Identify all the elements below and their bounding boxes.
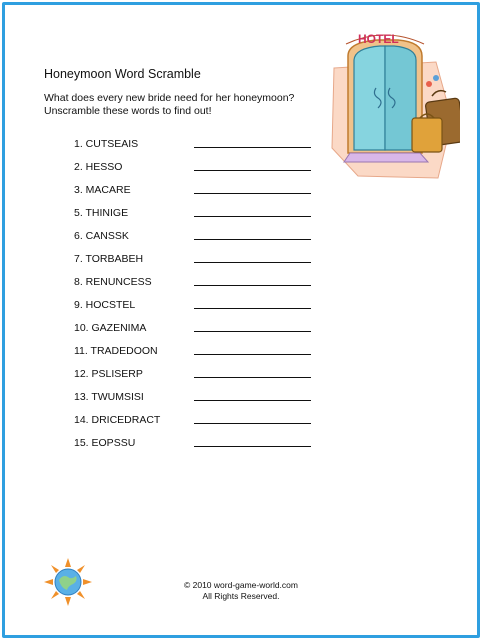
scramble-row	[74, 322, 314, 345]
scramble-row	[74, 184, 314, 207]
answer-blank	[194, 331, 311, 332]
scramble-row	[74, 345, 314, 368]
scrambled-word: 3. MACARE	[74, 184, 131, 196]
scramble-row	[74, 437, 314, 460]
answer-blank	[194, 170, 311, 171]
scramble-row	[74, 414, 314, 437]
scrambled-word: 2. HESSO	[74, 161, 123, 173]
answer-blank	[194, 262, 311, 263]
scrambled-word: 15. EOPSSU	[74, 437, 136, 449]
scramble-row	[74, 276, 314, 299]
scrambled-word: 6. CANSSK	[74, 230, 129, 242]
scrambled-word: 11. TRADEDOON	[74, 345, 158, 357]
scrambled-word: 7. TORBABEH	[74, 253, 144, 265]
answer-blank	[194, 377, 311, 378]
scramble-row	[74, 253, 314, 276]
scrambled-word: 5. THINIGE	[74, 207, 129, 219]
answer-blank	[194, 354, 311, 355]
answer-blank	[194, 400, 311, 401]
scrambled-word: 13. TWUMSISI	[74, 391, 144, 403]
scramble-row	[74, 161, 314, 184]
answer-blank	[194, 216, 311, 217]
scrambled-word: 9. HOCSTEL	[74, 299, 136, 311]
scramble-list	[74, 138, 314, 460]
answer-blank	[194, 308, 311, 309]
answer-blank	[194, 193, 311, 194]
answer-blank	[194, 239, 311, 240]
footer	[0, 580, 482, 602]
scramble-row	[74, 138, 314, 161]
scrambled-word: 14. DRICEDRACT	[74, 414, 161, 426]
scramble-row	[74, 368, 314, 391]
answer-blank	[194, 147, 311, 148]
scrambled-word: 1. CUTSEAIS	[74, 138, 139, 150]
scrambled-word: 10. GAZENIMA	[74, 322, 147, 334]
scramble-row	[74, 299, 314, 322]
answer-blank	[194, 423, 311, 424]
scrambled-word: 8. RENUNCESS	[74, 276, 152, 288]
answer-blank	[194, 285, 311, 286]
hotel-sign-text: HOTEL	[358, 32, 399, 46]
rights-text: All Rights Reserved.	[202, 591, 280, 601]
instructions	[44, 92, 294, 118]
scramble-row	[74, 207, 314, 230]
instructions-line-2: Unscramble these words to find out!	[44, 105, 212, 117]
page-title: Honeymoon Word Scramble	[44, 67, 201, 81]
scramble-row	[74, 230, 314, 253]
scramble-row	[74, 391, 314, 414]
answer-blank	[194, 446, 311, 447]
scrambled-word: 12. PSLISERP	[74, 368, 143, 380]
copyright-text: © 2010 word-game-world.com	[184, 580, 298, 590]
hotel-illustration	[328, 28, 460, 183]
instructions-line-1: What does every new bride need for her honeymoon?	[44, 92, 295, 104]
